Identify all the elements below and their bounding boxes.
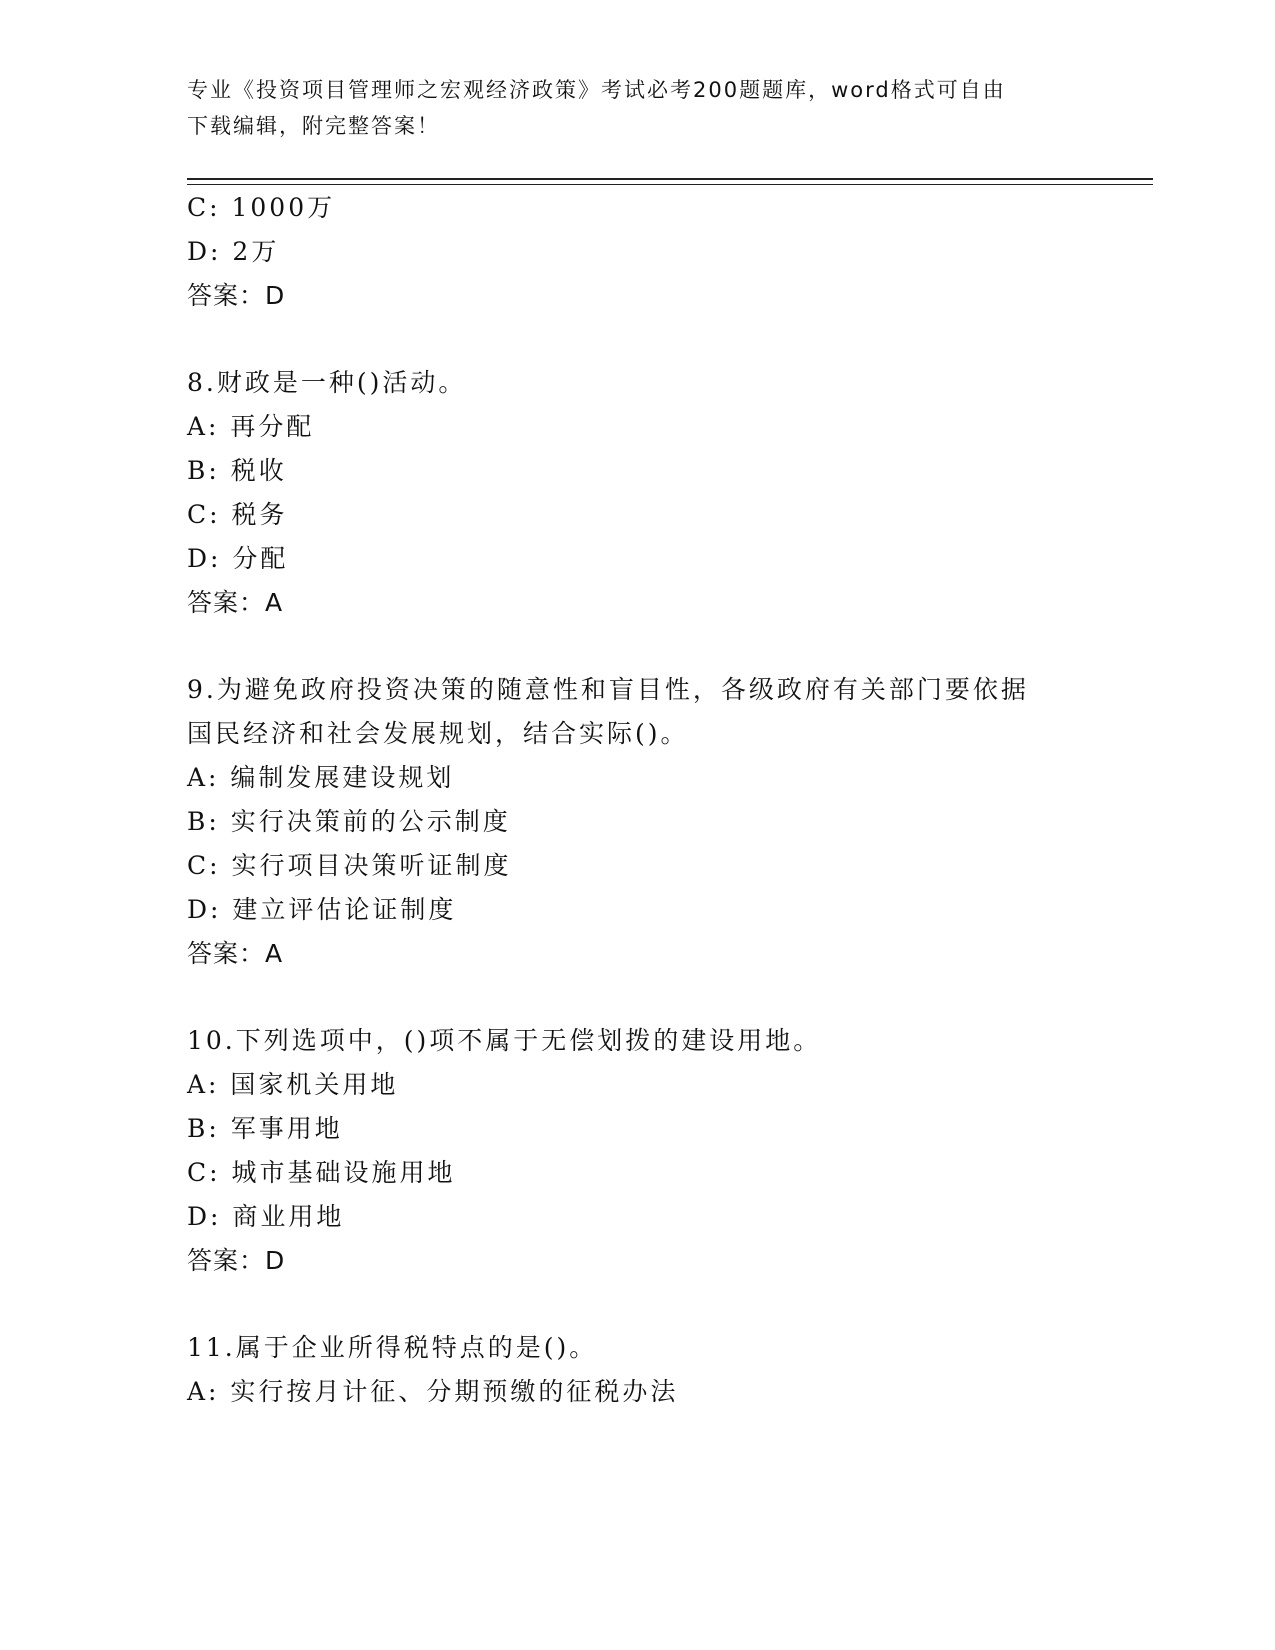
- q9-option-a: A: 编制发展建设规划: [187, 763, 455, 792]
- prev-option-c: C: 1000万: [187, 193, 336, 222]
- q8-answer: 答案：A: [187, 588, 284, 617]
- q10-option-a: A: 国家机关用地: [187, 1070, 399, 1099]
- q8-option-a: A: 再分配: [187, 412, 315, 441]
- q9-stem-line-2: 国民经济和社会发展规划，结合实际()。: [187, 719, 689, 748]
- q9-stem-line-1: 9.为避免政府投资决策的随意性和盲目性，各级政府有关部门要依据: [187, 675, 1029, 704]
- q11-stem: 11.属于企业所得税特点的是()。: [187, 1333, 598, 1362]
- q8-option-d: D: 分配: [187, 544, 289, 573]
- header-divider-thick: [187, 178, 1153, 180]
- q10-option-b: B: 军事用地: [187, 1114, 343, 1143]
- prev-option-d: D: 2万: [187, 237, 280, 266]
- q10-option-c: C: 城市基础设施用地: [187, 1158, 456, 1187]
- q10-option-d: D: 商业用地: [187, 1202, 345, 1231]
- q9-option-c: C: 实行项目决策听证制度: [187, 851, 512, 880]
- q11-option-a: A: 实行按月计征、分期预缴的征税办法: [187, 1377, 679, 1406]
- q9-option-d: D: 建立评估论证制度: [187, 895, 457, 924]
- prev-answer: 答案：D: [187, 281, 286, 310]
- q9-answer: 答案：A: [187, 939, 284, 968]
- header-line-1: 专业《投资项目管理师之宏观经济政策》考试必考200题题库，word格式可自由: [187, 78, 1006, 102]
- q9-option-b: B: 实行决策前的公示制度: [187, 807, 511, 836]
- q10-answer: 答案：D: [187, 1246, 286, 1275]
- q8-option-b: B: 税收: [187, 456, 287, 485]
- header-divider-thin: [187, 184, 1153, 185]
- q10-stem: 10.下列选项中，()项不属于无偿划拨的建设用地。: [187, 1026, 822, 1055]
- document-header: [187, 72, 1067, 144]
- q8-option-c: C: 税务: [187, 500, 288, 529]
- q8-stem: 8.财政是一种()活动。: [187, 368, 467, 397]
- header-line-2: 下载编辑，附完整答案！: [187, 114, 440, 138]
